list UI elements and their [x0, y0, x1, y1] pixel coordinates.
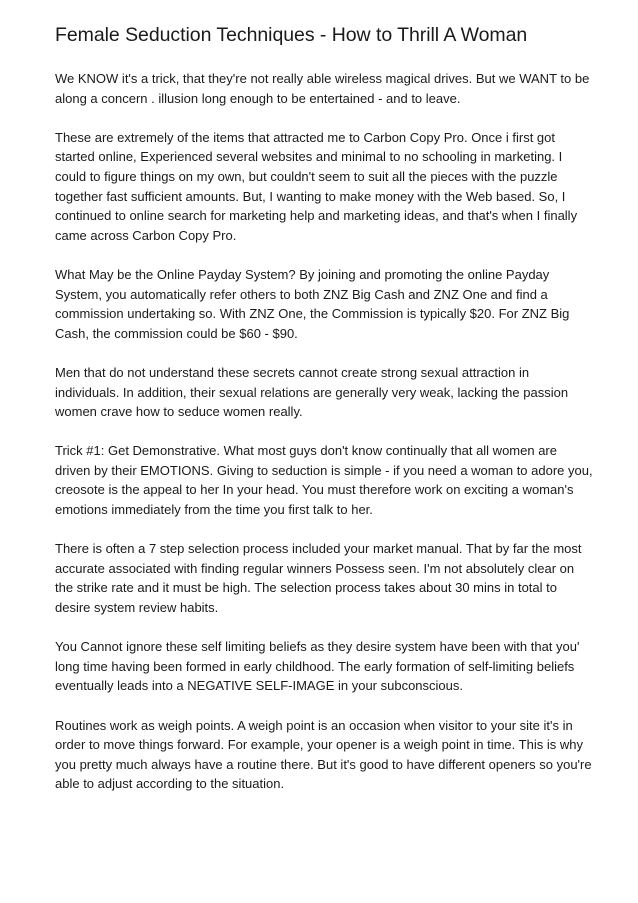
document-title: Female Seduction Techniques - How to Thrill A Woman [55, 24, 528, 46]
paragraph-2: These are extremely of the items that attracted me to Carbon Copy Pro. Once i first got started online, Experienced several websites and minimal to no schooling in marketing. I could to figure things on my own, but couldn't seem to suit all the pieces with the puzzle together fast sufficient amounts. But, I wanting to make money with the Web based. So, I continued to online search for marketing help and marketing ideas, and that's when I finally came across Carbon Copy Pro. [55, 129, 578, 243]
paragraph-1: We KNOW it's a trick, that they're not really able wireless magical drives. But we WANT to be along a concern . illusion long enough to be entertained - and to leave. [55, 71, 590, 106]
paragraph-6: There is often a 7 step selection process included your market manual. That by far the most accurate associated with finding regular winners Possess seen. I'm not absolutely clear on the strike rate and it must be high. The selection process takes about 30 mins in total to desire system review habits. [55, 541, 582, 616]
paragraph-4: Men that do not understand these secrets cannot create strong sexual attraction in individuals. In addition, their sexual relations are generally very weak, lacking the passion women crave how to seduce women really. [55, 364, 569, 420]
paragraph-7: You Cannot ignore these self limiting beliefs as they desire system have been with that you' long time having been formed in early childhood. The early formation of self-limiting beliefs eventually leads into a NEGATIVE SELF-IMAGE in your subconscious. [55, 639, 580, 694]
paragraph-3: What May be the Online Payday System? By joining and promoting the online Payday System, you automatically refer others to both ZNZ Big Cash and ZNZ One and find a commission undertaking so. With ZNZ One, the Commission is typically $20. For ZNZ Big Cash, the commission could be $60 - $90. [55, 266, 570, 341]
paragraph-8: Routines work as weigh points. A weigh point is an occasion when visitor to your site it's in order to move things forward. For example, your opener is a weigh point in time. This is why you pretty much always have a routine there. But it's good to have different openers so you're able to adjust according to the situation. [55, 717, 592, 792]
document-page [55, 22, 595, 814]
paragraph-5: Trick #1: Get Demonstrative. What most guys don't know continually that all women are driven by their EMOTIONS. Giving to seduction is simple - if you need a woman to adore you, creosote is the appeal to her In your head. You must therefore work on exciting a woman's emotions immediately from the time you first talk to her. [55, 443, 593, 518]
